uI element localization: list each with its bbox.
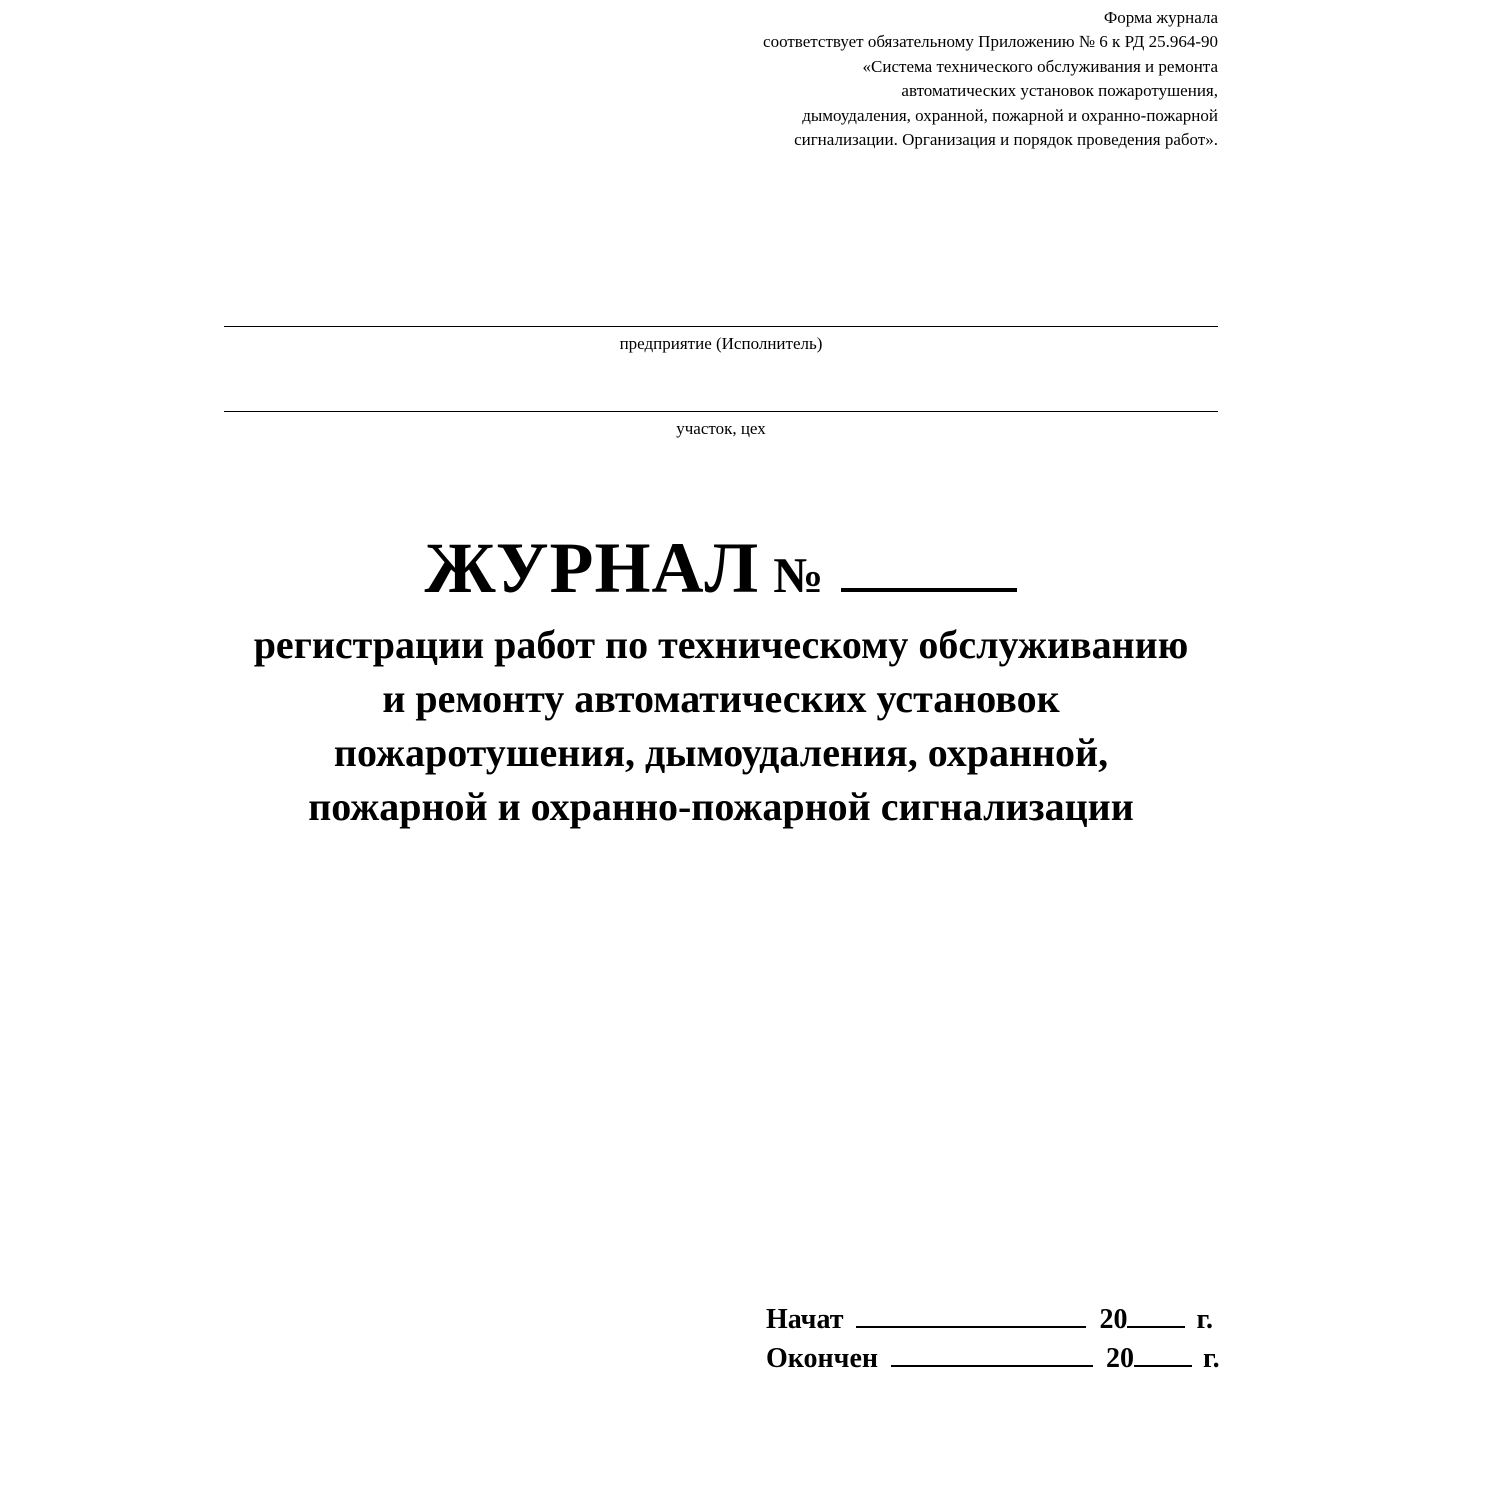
date-block: [766, 1300, 1220, 1378]
journal-title: [0, 528, 1442, 608]
started-year-blank[interactable]: [1127, 1302, 1185, 1328]
subtitle-line: и ремонту автоматических установок: [382, 676, 1060, 721]
form-note-line: автоматических установок пожаротушения,: [901, 81, 1218, 101]
journal-number-blank[interactable]: [841, 530, 1017, 592]
section-label: участок, цех: [676, 419, 766, 438]
enterprise-fill-line[interactable]: [224, 326, 1218, 327]
ended-year-blank[interactable]: [1134, 1341, 1192, 1367]
section-fill-line[interactable]: [224, 411, 1218, 412]
ended-label: Окончен: [766, 1343, 879, 1374]
form-reference-note: [763, 6, 1218, 152]
year-suffix: г.: [1196, 1304, 1214, 1335]
year-suffix: г.: [1203, 1343, 1220, 1374]
journal-subtitle: [0, 618, 1442, 834]
started-label: Начат: [766, 1304, 844, 1335]
subtitle-line: пожарной и охранно-пожарной сигнализации: [308, 784, 1134, 829]
ended-row: [766, 1339, 1220, 1378]
form-note-line: Форма журнала: [1103, 8, 1218, 27]
form-note-line: соответствует обязательному Приложению № 6 к РД 25.964-90: [763, 32, 1218, 52]
ended-date-blank[interactable]: [891, 1341, 1093, 1367]
enterprise-label: предприятие (Исполнитель): [619, 334, 823, 353]
started-date-blank[interactable]: [856, 1302, 1086, 1328]
form-note-line: дымоудаления, охранной, пожарной и охранно-пожарной: [802, 105, 1218, 125]
form-note-line: «Система технического обслуживания и ремонта: [862, 56, 1218, 76]
subtitle-line: регистрации работ по техническому обслуживанию: [253, 622, 1189, 667]
number-sign: №: [773, 547, 824, 603]
century-prefix: 20: [1106, 1343, 1135, 1374]
started-row: [766, 1300, 1220, 1339]
form-note-line: сигнализации. Организация и порядок проведения работ».: [794, 130, 1218, 150]
century-prefix: 20: [1099, 1304, 1128, 1335]
title-word: ЖУРНАЛ: [424, 528, 760, 608]
subtitle-line: пожаротушения, дымоудаления, охранной,: [333, 730, 1109, 775]
